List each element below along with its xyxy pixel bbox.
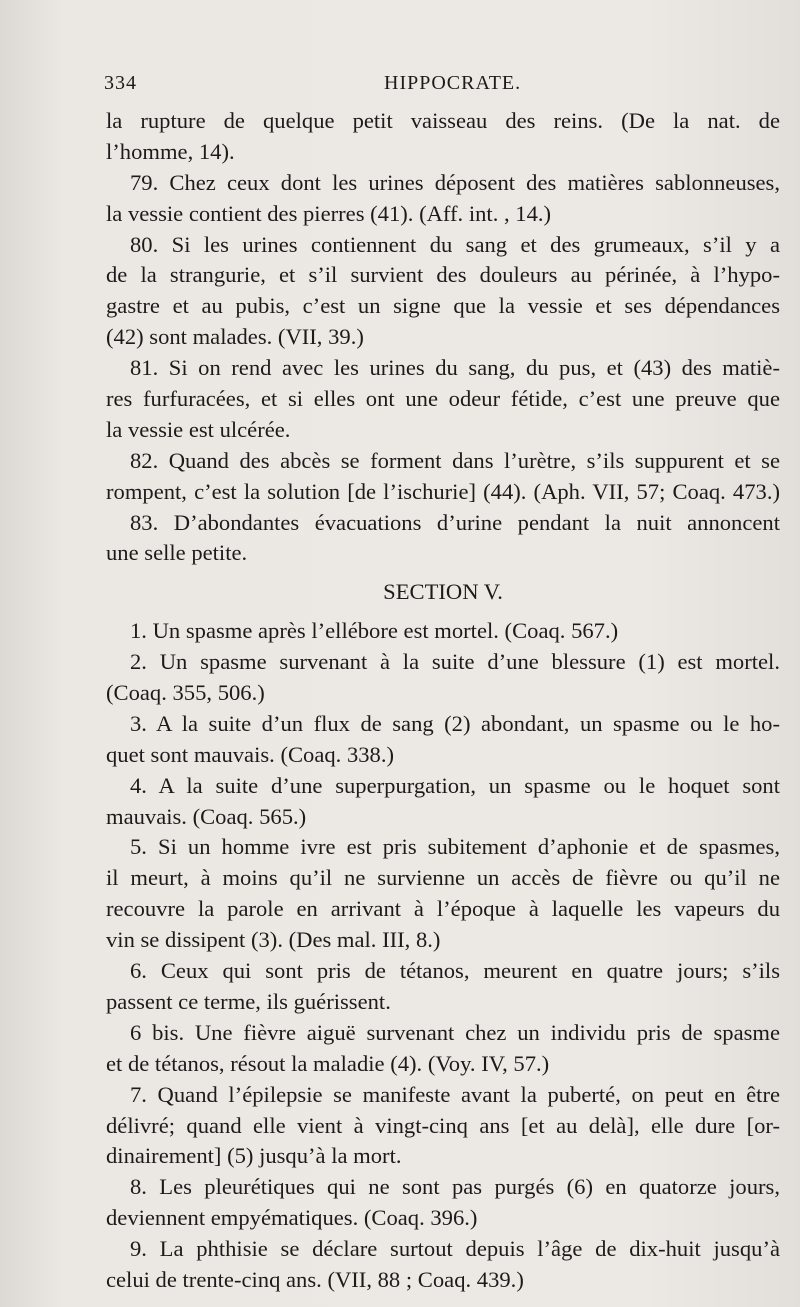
text-line: 6. Ceux qui sont pris de tétanos, meurent en quatre jours; s’ils bbox=[130, 958, 780, 984]
text-line: 3. A la suite d’un flux de sang (2) abondant, un spasme ou le ho- bbox=[130, 710, 780, 736]
text-line: 1. Un spasme après l’ellébore est mortel. (Coaq. 567.) bbox=[130, 618, 619, 644]
text-line: et de tétanos, résout la maladie (4). (Voy. IV, 57.) bbox=[106, 1050, 550, 1076]
text-line: (Coaq. 355, 506.) bbox=[106, 680, 265, 706]
text-line: gastre et au pubis, c’est un signe que la vessie et ses dépendances bbox=[106, 293, 780, 319]
text-line: la vessie contient des pierres (41). (Aff. int. , 14.) bbox=[106, 200, 552, 226]
text-line: il meurt, à moins qu’il ne survienne un accès de fièvre ou qu’il ne bbox=[106, 865, 780, 891]
text-line: celui de trente-cinq ans. (VII, 88 ; Coaq. 439.) bbox=[106, 1266, 524, 1292]
text-line: l’homme, 14). bbox=[106, 138, 235, 164]
text-line: la rupture de quelque petit vaisseau des reins. (De la nat. de bbox=[106, 108, 780, 133]
text-line: vin se dissipent (3). (Des mal. III, 8.) bbox=[106, 927, 441, 953]
text-line: 8. Les pleurétiques qui ne sont pas purgés (6) en quatorze jours, bbox=[130, 1174, 780, 1200]
text-line: 5. Si un homme ivre est pris subitement d’aphonie et de spasmes, bbox=[130, 834, 780, 860]
body-text bbox=[106, 106, 780, 1296]
text-line: res furfuracées, et si elles ont une odeur fétide, c’est une preuve que bbox=[106, 386, 780, 412]
text-line: dinairement] (5) jusqu’à la mort. bbox=[106, 1143, 402, 1169]
text-line: 4. A la suite d’une superpurgation, un spasme ou le hoquet sont bbox=[130, 772, 780, 798]
text-line: 80. Si les urines contiennent du sang et des grumeaux, s’il y a bbox=[130, 231, 780, 257]
spacer bbox=[106, 608, 780, 616]
text-line: une selle petite. bbox=[106, 540, 248, 566]
text-line: 79. Chez ceux dont les urines déposent des matières sablonneuses, bbox=[130, 169, 780, 195]
text-line: 9. La phthisie se déclare surtout depuis l’âge de dix-huit jusqu’à bbox=[130, 1236, 780, 1262]
text-line: la vessie est ulcérée. bbox=[106, 416, 291, 442]
text-line: de la strangurie, et s’il survient des douleurs au périnée, à l’hypo- bbox=[106, 262, 780, 288]
text-line: 83. D’abondantes évacuations d’urine pendant la nuit annoncent bbox=[130, 509, 780, 535]
text-line: 2. Un spasme survenant à la suite d’une blessure (1) est mortel. bbox=[130, 649, 780, 675]
text-line: 6 bis. Une fièvre aiguë survenant chez un individu pris de spasme bbox=[130, 1019, 780, 1045]
text-line: quet sont mauvais. (Coaq. 338.) bbox=[106, 741, 395, 767]
text-line: 81. Si on rend avec les urines du sang, du pus, et (43) des matiè- bbox=[130, 355, 780, 381]
spacer bbox=[106, 569, 780, 577]
text-line: délivré; quand elle vient à vingt-cinq ans [et au delà], elle dure [or- bbox=[106, 1112, 780, 1138]
text-line: mauvais. (Coaq. 565.) bbox=[106, 803, 307, 829]
page-number: 334 bbox=[104, 72, 137, 94]
running-title: HIPPOCRATE. bbox=[384, 72, 522, 94]
text-line: rompent, c’est la solution [de l’ischurie] (44). (Aph. VII, 57; Coaq. 473.) bbox=[106, 478, 780, 504]
text-line: 82. Quand des abcès se forment dans l’urètre, s’ils suppurent et se bbox=[130, 447, 780, 473]
text-line: (42) sont malades. (VII, 39.) bbox=[106, 324, 364, 350]
text-line: recouvre la parole en arrivant à l’époque à laquelle les vapeurs du bbox=[106, 896, 780, 922]
section-heading: SECTION V. bbox=[383, 579, 503, 605]
text-line: 7. Quand l’épilepsie se manifeste avant la puberté, on peut en être bbox=[130, 1081, 780, 1107]
text-line: deviennent empyématiques. (Coaq. 396.) bbox=[106, 1205, 478, 1231]
text-line: passent ce terme, ils guérissent. bbox=[106, 988, 391, 1014]
